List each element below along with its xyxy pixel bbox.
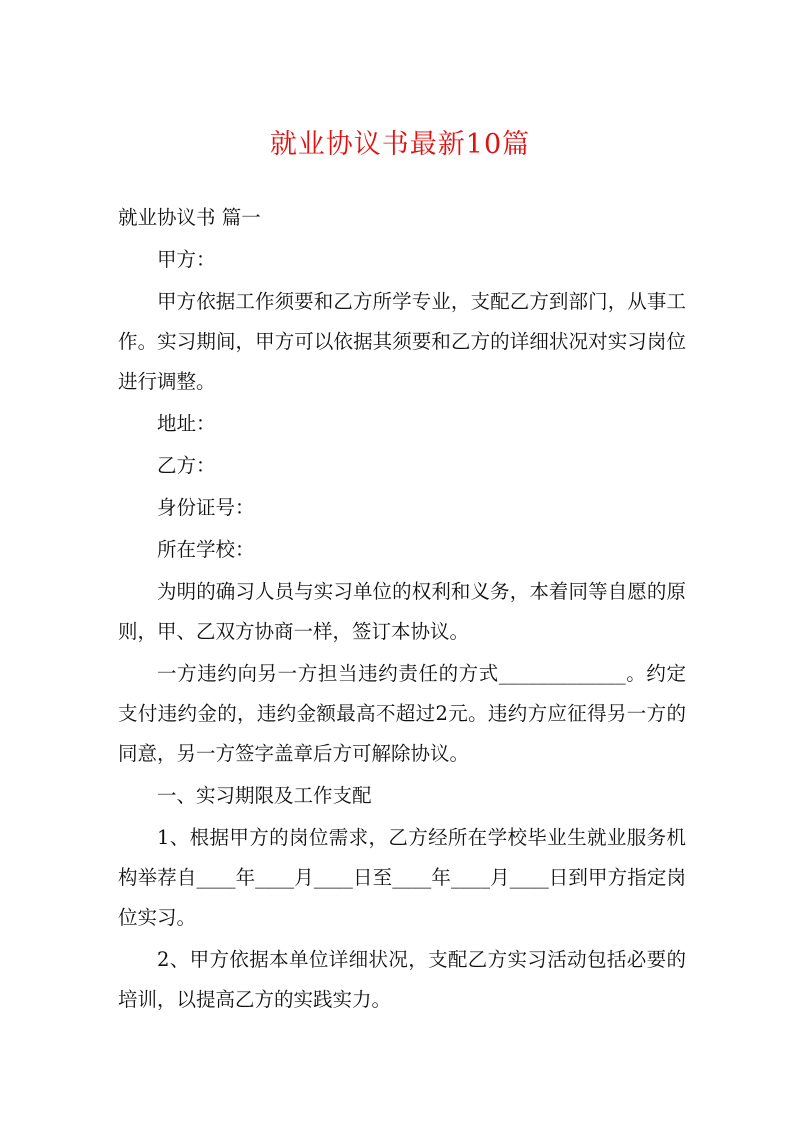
clause-1-paragraph: 1、根据甲方的岗位需求，乙方经所在学校毕业生就业服务机构举荐自____年____月____日至____年____月____日到甲方指定岗位实习。 — [118, 826, 686, 929]
purpose-paragraph: 为明的确习人员与实习单位的权利和义务，本着同等自愿的原则，甲、乙双方协商一样，签订本协议。 — [118, 580, 686, 643]
party-a-label: 甲方： — [157, 248, 216, 271]
section-heading: 就业协议书 篇一 — [118, 206, 261, 229]
address-label: 地址： — [157, 412, 216, 435]
assignment-paragraph: 甲方依据工作须要和乙方所学专业，支配乙方到部门，从事工作。实习期间，甲方可以依据其须要和乙方的详细状况对实习岗位进行调整。 — [118, 290, 686, 393]
breach-paragraph: 一方违约向另一方担当违约责任的方式_____________。约定支付违约金的，违约金额最高不超过2元。违约方应征得另一方的同意，另一方签字盖章后方可解除协议。 — [118, 662, 686, 765]
clause-heading-1: 一、实习期限及工作支配 — [157, 784, 372, 807]
clause-2-paragraph: 2、甲方依据本单位详细状况，支配乙方实习活动包括必要的培训，以提高乙方的实践实力。 — [118, 948, 686, 1011]
document-body — [118, 198, 686, 1020]
school-label: 所在学校： — [157, 538, 255, 561]
document-title: 就业协议书最新10篇 — [269, 129, 531, 160]
id-number-label: 身份证号： — [157, 496, 255, 519]
party-b-label: 乙方： — [157, 454, 216, 477]
